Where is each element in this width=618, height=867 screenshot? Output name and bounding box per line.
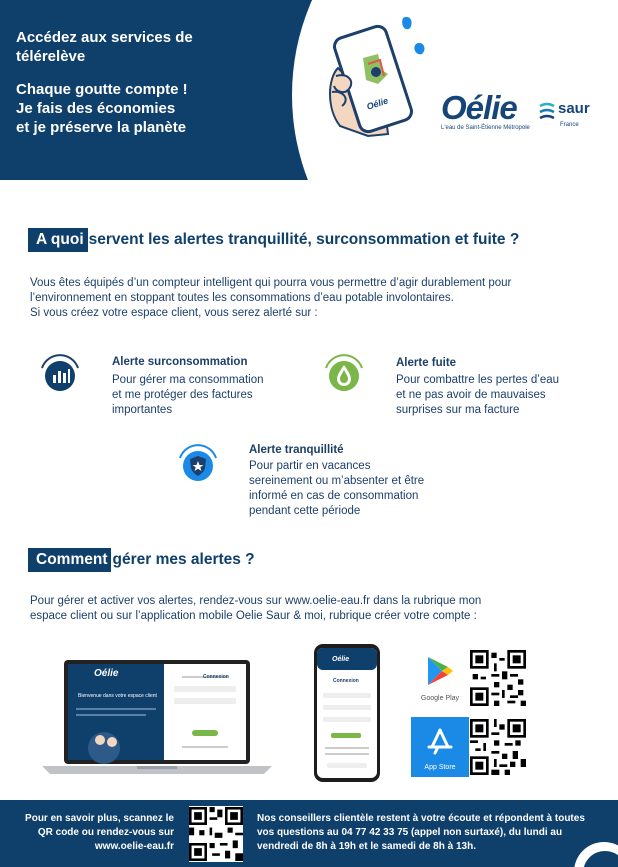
header-text — [16, 28, 256, 137]
phone-screenshot — [313, 643, 381, 783]
alert-surconso-line1: Pour gérer ma consommation — [112, 374, 264, 386]
footer-left-text — [14, 812, 174, 854]
alert-fuite-desc — [396, 373, 596, 418]
header-line1: Accédez aux services de — [16, 29, 193, 46]
app-store-label: App Store — [424, 764, 456, 771]
laptop-connexion: Connexion — [203, 674, 229, 680]
section1-title-rest: servent les alertes tranquillité, surconsommation et fuite ? — [88, 231, 520, 248]
header-line5: et je préserve la planète — [16, 119, 187, 136]
app-store-badge[interactable] — [411, 717, 469, 777]
laptop-screenshot — [42, 658, 272, 774]
saur-waves-icon — [538, 102, 556, 124]
alert-tranquillite-line3: informé en cas de consommation — [249, 490, 419, 502]
header-line3: Chaque goutte compte ! — [16, 81, 188, 98]
water-drop-icon — [322, 350, 366, 394]
svg-text:Oélie: Oélie — [365, 95, 390, 112]
section2-line2: espace client ou sur l’application mobile Oelie Saur & moi, rubrique créer votre compte : — [30, 610, 477, 622]
alert-tranquillite-desc — [249, 459, 459, 519]
alert-fuite-title: Alerte fuite — [396, 357, 457, 369]
app-store-icon — [425, 727, 455, 757]
alert-surconso-line2: et me protéger des factures — [112, 389, 253, 401]
phone-logo: Oélie — [332, 656, 350, 663]
section2-text — [30, 594, 590, 624]
oelie-logo-text: Oélie — [441, 89, 517, 126]
section1-intro — [30, 276, 590, 321]
header-banner — [0, 0, 618, 180]
intro-line3: Si vous créez votre espace client, vous serez alerté sur : — [30, 307, 318, 319]
footer-right-line3: vendredi de 8h à 19h et le samedi de 8h à 13h. — [257, 841, 476, 852]
shield-star-icon — [176, 440, 220, 484]
alert-fuite-line3: surprises sur ma facture — [396, 404, 520, 416]
google-play-badge[interactable] — [414, 652, 466, 704]
footer-qr-code — [189, 806, 243, 862]
section1-title — [28, 228, 519, 252]
saur-logo — [538, 100, 608, 140]
saur-logo-subtitle: France — [560, 122, 579, 128]
app-store-qr-code — [470, 718, 526, 776]
laptop-logo: Oélie — [94, 668, 119, 679]
footer-website-link[interactable]: www.oelie-eau.fr — [94, 841, 174, 852]
google-play-qr-code — [470, 650, 526, 706]
intro-line1: Vous êtes équipés d’un compteur intelligent qui pourra vous permettre d’agir durablement pour — [30, 277, 512, 289]
bar-chart-icon — [38, 350, 82, 394]
saur-logo-text: saur — [558, 100, 590, 117]
header-line2: télérelève — [16, 48, 86, 65]
oelie-logo — [441, 89, 531, 131]
phone-hand-illustration — [318, 8, 438, 138]
alert-tranquillite-line2: sereinement ou m’absenter et être — [249, 475, 425, 487]
oelie-logo-subtitle: L'eau de Saint-Étienne Métropole — [441, 125, 530, 131]
footer — [0, 800, 618, 867]
alert-fuite-line1: Pour combattre les pertes d’eau — [396, 374, 560, 386]
footer-left-line2: QR code ou rendez-vous sur — [37, 827, 174, 838]
laptop-welcome: Bienvenue dans votre espace client — [78, 693, 157, 699]
alert-tranquillite-title: Alerte tranquillité — [249, 444, 344, 456]
intro-line2: l’environnement en stoppant toutes les consommations d’eau potable involontaires. — [30, 292, 454, 304]
footer-right-line1: Nos conseillers clientèle restent à votre écoute et répondent à toutes — [257, 813, 585, 824]
header-line4: Je fais des économies — [16, 100, 176, 117]
alert-tranquillite-line1: Pour partir en vacances — [249, 460, 371, 472]
footer-right-line2: vos questions au 04 77 42 33 75 (appel non surtaxé), du lundi au — [257, 827, 563, 838]
alert-fuite-line2: et ne pas avoir de mauvaises — [396, 389, 546, 401]
section2-line1: Pour gérer et activer vos alertes, rendez-vous sur www.oelie-eau.fr dans la rubrique mon — [30, 595, 482, 607]
section2-title-rest: gérer mes alertes ? — [112, 551, 255, 568]
alert-surconso-title: Alerte surconsommation — [112, 356, 248, 368]
alert-surconso-desc — [112, 373, 302, 418]
google-play-label: Google Play — [420, 695, 460, 702]
alert-surconso-line3: importantes — [112, 404, 173, 416]
section2-title — [28, 548, 255, 572]
alert-tranquillite-line4: pendant cette période — [249, 505, 361, 517]
footer-left-line1: Pour en savoir plus, scannez le — [25, 813, 174, 824]
section1-title-tag: A quoi — [28, 228, 88, 252]
footer-right-text — [257, 812, 602, 854]
phone-connexion: Connexion — [333, 678, 359, 684]
section2-title-tag: Comment — [28, 548, 111, 572]
google-play-icon — [426, 656, 454, 686]
